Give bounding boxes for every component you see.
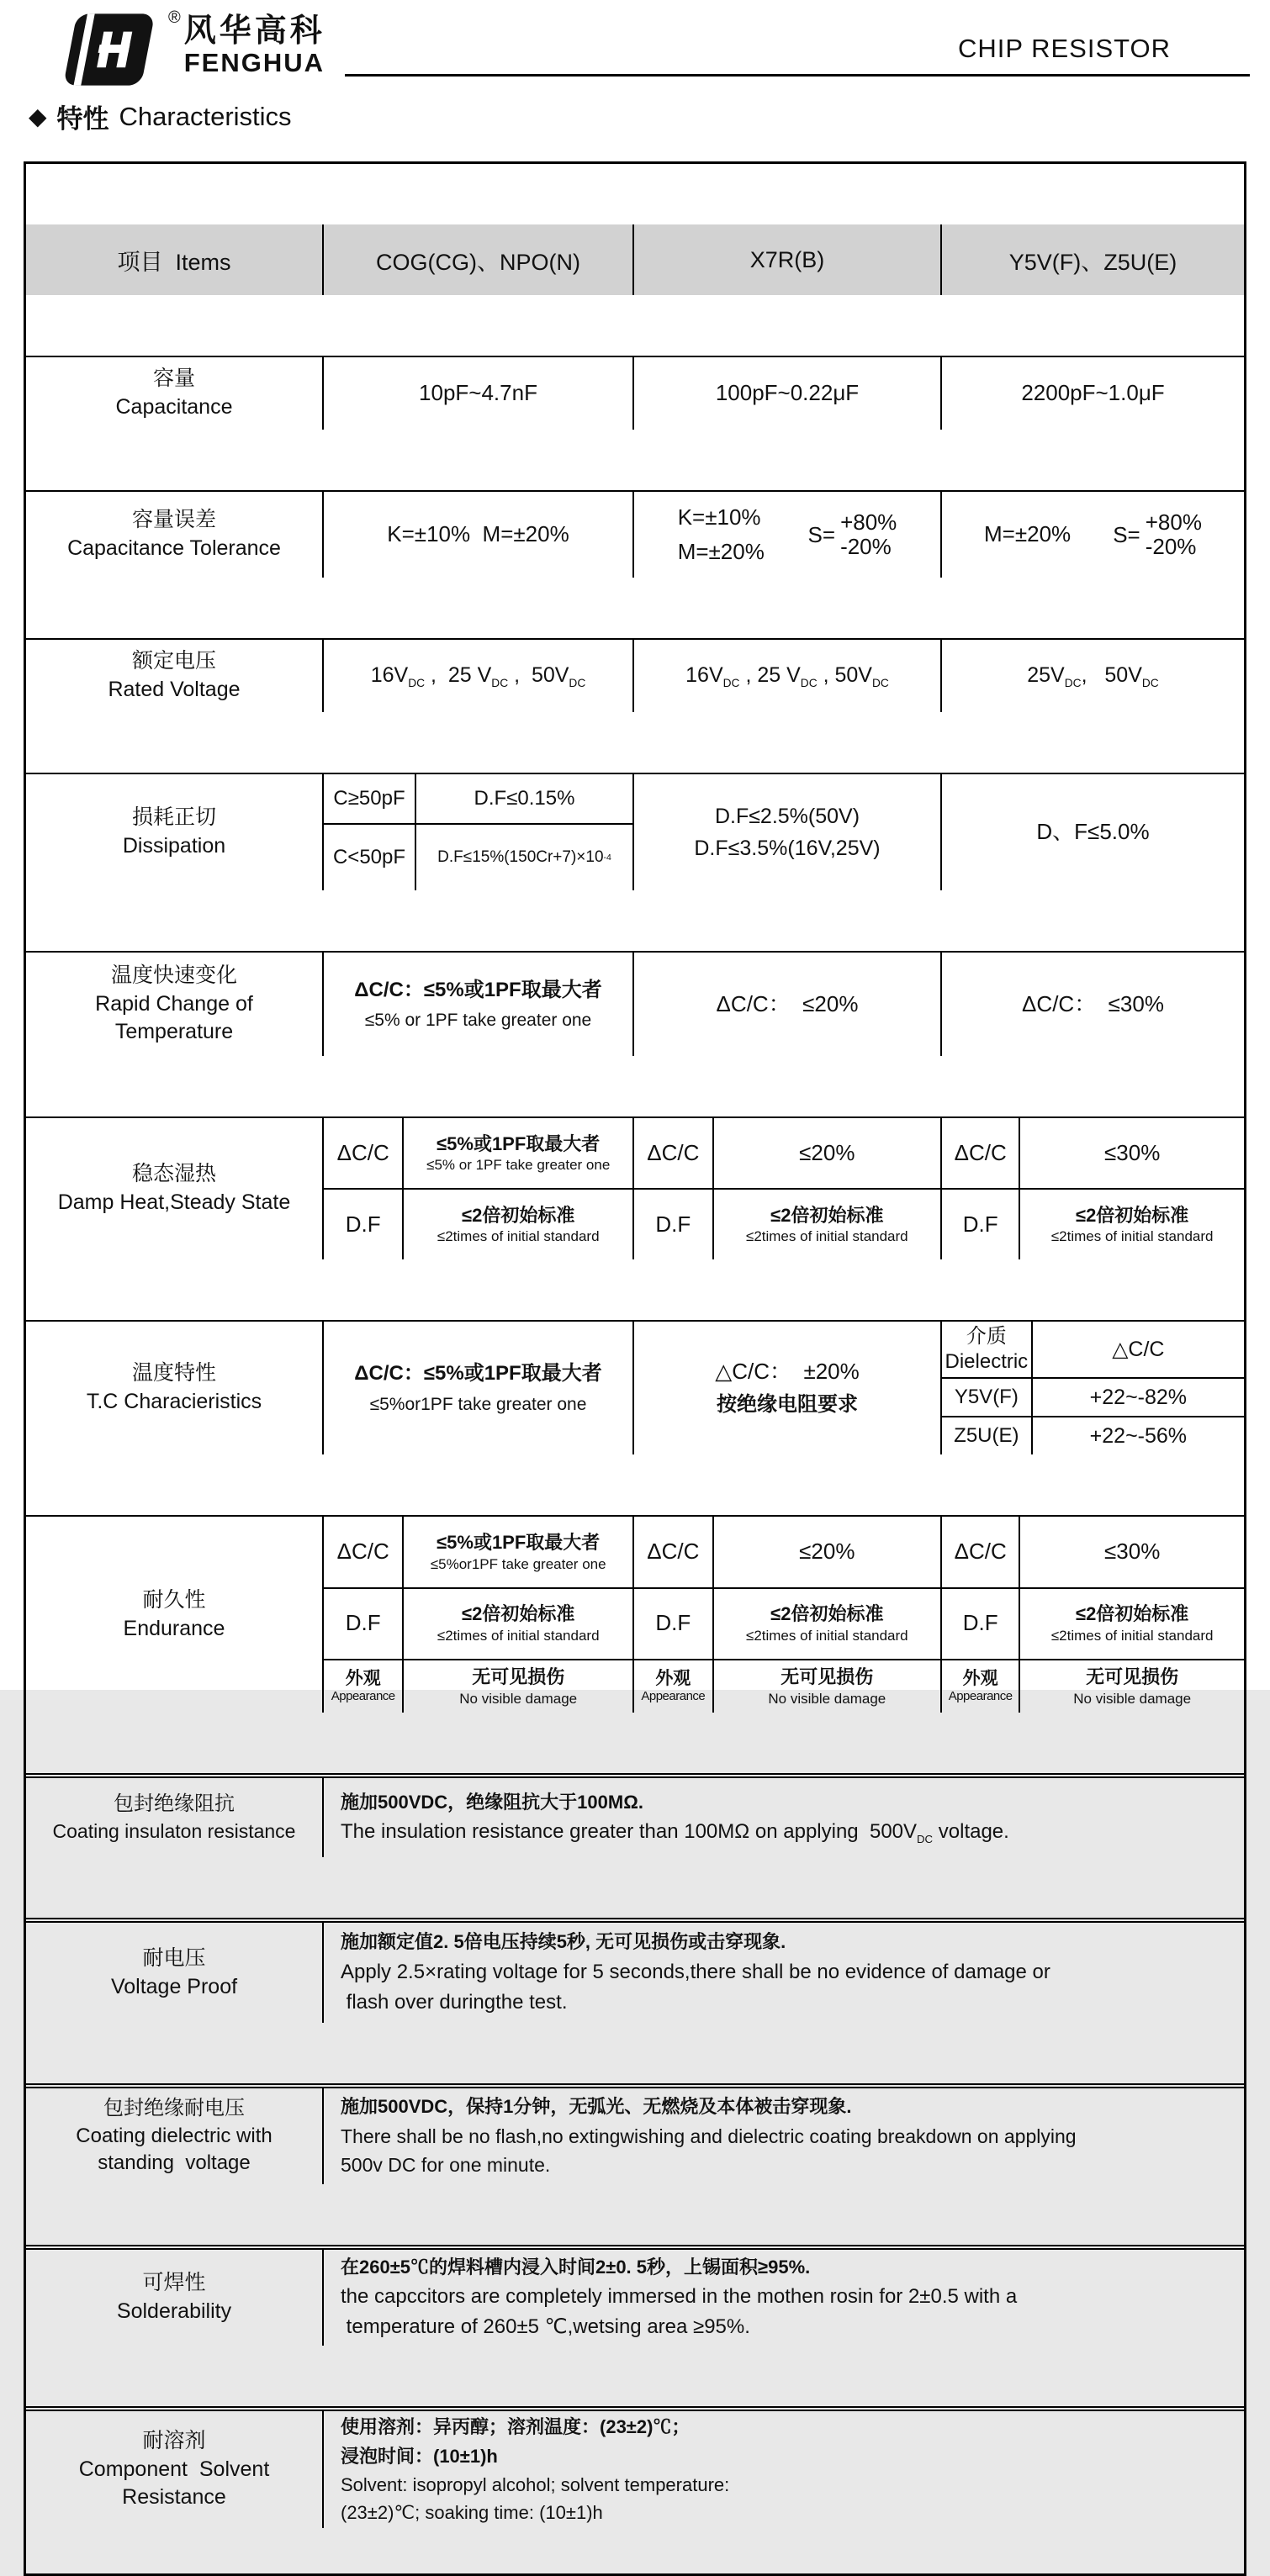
damp-cog-df: D.F ≤2倍初始标准 ≤2times of initial standard <box>324 1188 632 1259</box>
tc-y5v-row-y5v: Y5V(F) +22~-82% <box>942 1377 1244 1416</box>
characteristics-table <box>24 161 1246 2576</box>
dissipation-label: 损耗正切 Dissipation <box>122 805 226 858</box>
tc-label: 温度特性 T.C Characieristics <box>86 1361 262 1413</box>
col-header-y5v: Y5V(F)、Z5U(E) <box>940 224 1244 295</box>
tolerance-label: 容量误差 Capacitance Tolerance <box>67 508 281 560</box>
damp-y5v-dcc: ΔC/C ≤30% <box>942 1118 1244 1188</box>
brand-block <box>61 10 325 87</box>
row-capacitance <box>26 356 1244 430</box>
fenghua-logo-icon <box>61 10 167 87</box>
registered-mark: ® <box>168 8 181 27</box>
dissipation-cog-row1: C≥50pF D.F≤0.15% <box>324 774 632 823</box>
rapid-change-cog: ΔC/C：≤5%或1PF取最大者 ≤5% or 1PF take greater one <box>322 953 632 1056</box>
endu-cog-dcc: ΔC/C ≤5%或1PF取最大者 ≤5%or1PF take greater one <box>324 1517 632 1587</box>
tolerance-y5v-m: M=±20% <box>984 521 1072 547</box>
endu-y5v-appearance: 外观 Appearance 无可见损伤 No visible damage <box>942 1659 1244 1713</box>
endu-x7r-appearance: 外观 Appearance 无可见损伤 No visible damage <box>634 1659 940 1713</box>
voltage-proof-label: 耐电压 Voltage Proof <box>110 1945 238 1998</box>
row-dissipation <box>26 773 1244 890</box>
brand-name-cn: 风华高科 <box>183 13 325 49</box>
tc-y5v <box>940 1322 1244 1454</box>
damp-x7r-df: D.F ≤2倍初始标准 ≤2times of initial standard <box>634 1188 940 1259</box>
rapid-change-x7r: ΔC/C： ≤20% <box>632 953 940 1056</box>
endurance-x7r <box>632 1517 940 1713</box>
row-coating-dielectric <box>26 2083 1244 2184</box>
row-solvent-resistance <box>26 2406 1244 2528</box>
dissipation-x7r: D.F≤2.5%(50V) D.F≤3.5%(16V,25V) <box>632 774 940 890</box>
rated-voltage-cog: $16V_{DC}$ , 25 $V_{DC}$ , $50V_{DC}$ <box>322 640 632 712</box>
col-header-cog: COG(CG)、NPO(N) <box>322 224 632 295</box>
rated-voltage-y5v: $25V_{DC}$, $50V_{DC}$ <box>940 640 1244 712</box>
endurance-y5v <box>940 1517 1244 1713</box>
section-title-cn: 特性 <box>56 104 109 134</box>
coating-dielectric-text: 施加500VDC，保持1分钟，无弧光、无燃烧及本体被击穿现象. There shall be no flash,no extingwishing and dielectric coating breakdown on applying 500v DC for one minute. <box>322 2088 1244 2184</box>
tolerance-x7r <box>632 492 940 578</box>
doc-title: CHIP RESISTOR <box>957 34 1171 63</box>
table-header-row <box>26 224 1244 295</box>
damp-heat-cog <box>322 1118 632 1259</box>
row-voltage-proof <box>26 1918 1244 2023</box>
tolerance-cog: K=±10% M=±20% <box>322 492 632 578</box>
damp-cog-dcc: ΔC/C ≤5%或1PF取最大者 ≤5% or 1PF take greater one <box>324 1118 632 1188</box>
tc-y5v-row-z5u: Z5U(E) +22~-56% <box>942 1416 1244 1454</box>
row-rapid-change <box>26 951 1244 1056</box>
endu-x7r-dcc: ΔC/C ≤20% <box>634 1517 940 1587</box>
dissipation-y5v: D、F≤5.0% <box>940 774 1244 890</box>
damp-heat-x7r <box>632 1118 940 1259</box>
tc-cog: ΔC/C：≤5%或1PF取最大者 ≤5%or1PF take greater one <box>322 1322 632 1454</box>
damp-heat-label: 稳态湿热 Damp Heat,Steady State <box>57 1162 291 1214</box>
row-tolerance <box>26 490 1244 578</box>
row-coating-insulation <box>26 1773 1244 1857</box>
brand-text <box>184 15 325 77</box>
solvent-resistance-label: 耐溶剂 Component Solvent Resistance <box>78 2428 270 2510</box>
col-header-items: 项目 Items <box>26 224 322 295</box>
dissipation-cog <box>322 774 632 890</box>
endurance-cog <box>322 1517 632 1713</box>
rated-voltage-x7r: $16V_{DC}$ , 25 $V_{DC}$ , $50V_{DC}$ <box>632 640 940 712</box>
tolerance-x7r-s: S= +80% -20% <box>807 509 897 559</box>
damp-y5v-df: D.F ≤2倍初始标准 ≤2times of initial standard <box>942 1188 1244 1259</box>
diamond-bullet-icon: ◆ <box>29 103 47 129</box>
tolerance-y5v-s: S= +80% -20% <box>1113 509 1202 559</box>
endu-y5v-dcc: ΔC/C ≤30% <box>942 1517 1244 1587</box>
capacitance-x7r: 100pF~0.22μF <box>632 357 940 430</box>
rapid-change-y5v: ΔC/C： ≤30% <box>940 953 1244 1056</box>
voltage-proof-text: 施加额定值2. 5倍电压持续5秒, 无可见损伤或击穿现象. Apply 2.5×rating voltage for 5 seconds,there shall be no evidence of damage or flash over duringthe test. <box>322 1923 1244 2023</box>
section-title <box>29 98 292 135</box>
tc-x7r: △C/C： ±20% 按绝缘电阻要求 <box>632 1322 940 1454</box>
brand-name-en: FENGHUA <box>183 47 325 77</box>
tc-y5v-header: 介质 Dielectric △C/C <box>942 1322 1244 1377</box>
row-damp-heat <box>26 1116 1244 1259</box>
coating-insulation-text: 施加500VDC，绝缘阻抗大于100MΩ. The insulation resistance greater than 100MΩ on applying $500V_{DC}$ voltage. <box>322 1778 1244 1857</box>
section-title-en: Characteristics <box>119 101 292 131</box>
endu-y5v-df: D.F ≤2倍初始标准 ≤2times of initial standard <box>942 1587 1244 1660</box>
endu-cog-df: D.F ≤2倍初始标准 ≤2times of initial standard <box>324 1587 632 1660</box>
solderability-label: 可焊性 Solderability <box>116 2271 232 2323</box>
rated-voltage-label: 额定电压 Rated Voltage <box>108 649 241 701</box>
damp-x7r-dcc: ΔC/C ≤20% <box>634 1118 940 1188</box>
row-endurance <box>26 1515 1244 1713</box>
damp-heat-y5v <box>940 1118 1244 1259</box>
capacitance-label: 容量 Capacitance <box>115 367 233 419</box>
rapid-change-label: 温度快速变化 Rapid Change of Temperature <box>95 963 253 1044</box>
row-solderability <box>26 2245 1244 2346</box>
capacitance-y5v: 2200pF~1.0μF <box>940 357 1244 430</box>
solvent-resistance-text: 使用溶剂：异丙醇；溶剂温度：(23±2)℃； 浸泡时间：(10±1)h Solvent: isopropyl alcohol; solvent temperature: (23±2)℃; soaking time: (10±1)h <box>322 2411 1244 2528</box>
endu-x7r-df: D.F ≤2倍初始标准 ≤2times of initial standard <box>634 1587 940 1660</box>
coating-insulation-label: 包封绝缘阻抗 Coating insulaton resistance <box>52 1792 296 1842</box>
endurance-label: 耐久性 Endurance <box>123 1587 225 1640</box>
header-rule <box>345 74 1250 77</box>
tolerance-x7r-km: K=±10% M=±20% <box>677 504 765 564</box>
row-rated-voltage <box>26 638 1244 712</box>
endu-cog-appearance: 外观 Appearance 无可见损伤 No visible damage <box>324 1659 632 1713</box>
solderability-text: 在260±5℃的焊料槽内浸入时间2±0. 5秒，上锡面积≥95%. the capccitors are completely immersed in the mothen rosin for 2±0.5 with a temperature of 260±5 ℃,wetsing area ≥95%. <box>322 2250 1244 2346</box>
col-header-x7r: X7R(B) <box>632 224 940 295</box>
coating-dielectric-label: 包封绝缘耐电压 Coating dielectric with standing voltage <box>76 2097 273 2175</box>
row-tc <box>26 1320 1244 1454</box>
dissipation-cog-row2: C<50pF D.F≤15%(150Cr+7)×10 -4 <box>324 823 632 890</box>
tolerance-y5v <box>940 492 1244 578</box>
capacitance-cog: 10pF~4.7nF <box>322 357 632 430</box>
